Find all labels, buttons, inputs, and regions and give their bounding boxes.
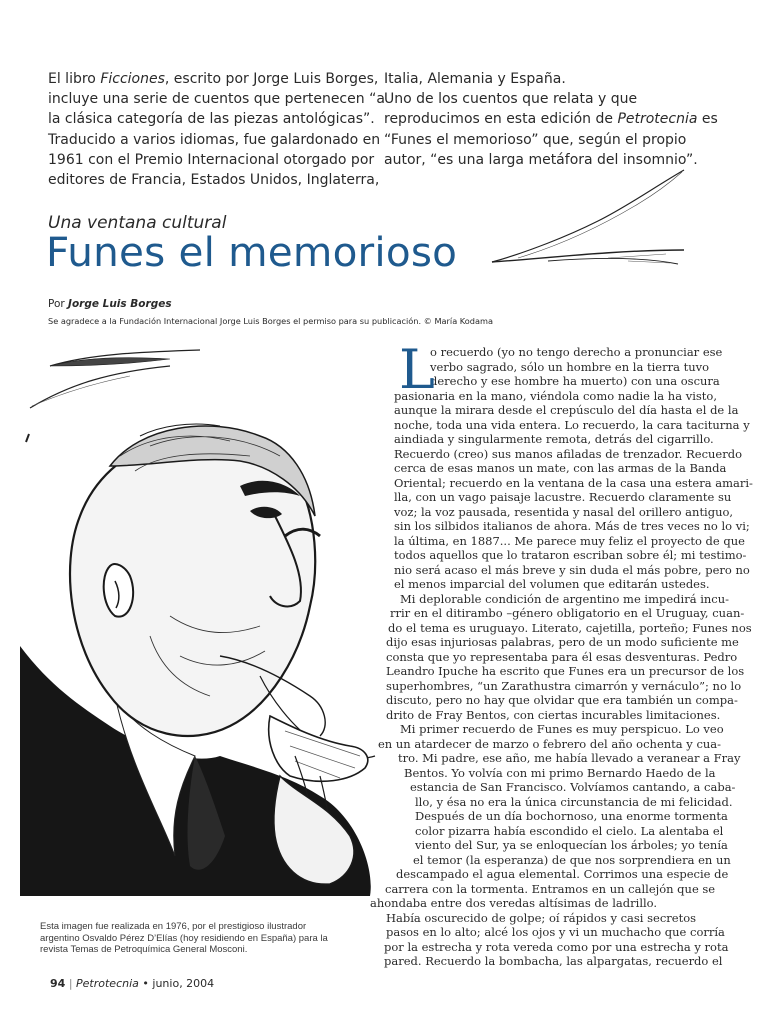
intro-line: [48, 89, 385, 109]
intro-text: la clásica categoría de las piezas antológicas”.: [48, 111, 375, 128]
body-line: Oriental; recuerdo en la ventana de la casa una estera amari-: [394, 475, 753, 490]
body-line: por la estrecha y rota vereda como por una estrecha y rota: [384, 939, 729, 954]
body-line: viento del Sur, ya se enloquecían los árboles; yo tenía: [415, 838, 728, 852]
body-line: lla, con un vago paisaje lacustre. Recuerdo claramente su: [394, 490, 732, 504]
intro-line: [48, 130, 385, 150]
page-number: 94: [50, 977, 66, 990]
body-line: Mi primer recuerdo de Funes es muy perspicuo. Lo veo: [400, 722, 724, 736]
article-title: Funes el memorioso: [46, 228, 458, 276]
image-caption: [40, 921, 328, 956]
intro-text: incluye una serie de cuentos que pertenecen “a: [48, 91, 385, 108]
body-line: la última, en 1887... Me parece muy feliz el proyecto de que: [394, 533, 745, 548]
body-line: derecho y ese hombre ha muerto) con una oscura: [430, 374, 720, 388]
body-line: sin los silbidos italianos de ahora. Más de tres veces no lo vi;: [394, 519, 750, 533]
body-line: noche, toda una vida entera. Lo recuerdo, la cara taciturna y: [394, 417, 750, 432]
body-line: superhombres, “un Zarathustra cimarrón y vernáculo”; no lo: [386, 678, 742, 693]
magazine-name: Petrotecnia: [76, 977, 139, 990]
body-line: descampado el agua elemental. Corrimos una especie de: [396, 867, 729, 881]
body-line: carrera con la tormenta. Entramos en un callejón que se: [385, 881, 716, 896]
intro-text: editores de Francia, Estados Unidos, Inglaterra,: [48, 172, 380, 189]
intro-line: [48, 150, 385, 170]
body-line: Mi deplorable condición de argentino me impedirá incu-: [400, 591, 730, 606]
footer-separator: |: [68, 977, 73, 990]
intro-right-column: [384, 69, 718, 170]
intro-italic-title: Petrotecnia: [617, 111, 698, 128]
intro-text: , escrito por Jorge Luis Borges,: [164, 71, 379, 87]
byline: [48, 298, 172, 310]
body-line: verbo sagrado, sólo un hombre en la tierra tuvo: [430, 359, 710, 374]
borges-caricature-illustration: [20, 396, 380, 896]
intro-text: reproducimos en esta edición de: [384, 111, 618, 128]
body-line: Leandro Ipuche ha escrito que Funes era un precursor de los: [386, 664, 745, 678]
intro-text: “Funes el memorioso” que, según el propio: [384, 131, 687, 148]
issue-date: junio, 2004: [152, 977, 215, 990]
intro-line: [48, 69, 385, 89]
body-line: dijo esas injuriosas palabras, pero de un modo suficiente me: [386, 635, 739, 649]
body-line: consta que yo representaba para él esas desventuras. Pedro: [386, 649, 738, 664]
body-line: drito de Fray Bentos, con ciertas incurables limitaciones.: [386, 707, 721, 722]
author-name: Jorge Luis Borges: [68, 298, 172, 310]
footer-bullet: •: [142, 977, 149, 990]
body-line: cerca de esas manos un mate, con las armas de la Banda: [394, 461, 727, 475]
body-line: llo, y ésa no era la única circunstancia de mi felicidad.: [415, 794, 733, 809]
body-line: el menos imparcial del volumen que editarán ustedes.: [394, 577, 710, 591]
intro-text: El libro: [48, 71, 101, 87]
caption-line: revista Temas de Petroquímica General Mosconi.: [40, 944, 248, 955]
body-line: Bentos. Yo volvía con mi primo Bernardo Haedo de la: [404, 765, 716, 780]
intro-text: autor, “es una larga metáfora del insomnio”.: [384, 151, 698, 168]
page-footer: [50, 977, 214, 990]
intro-line: [48, 109, 385, 129]
body-line: pasionaria en la mano, viéndola como nadie la ha visto,: [394, 388, 717, 403]
body-line: en un atardecer de marzo o febrero del año ochenta y cua-: [378, 736, 722, 751]
intro-text: es: [697, 111, 718, 128]
permission-credit: Se agradece a la Fundación Internacional Jorge Luis Borges el permiso para su publicación. © María Kodama: [48, 316, 493, 326]
body-line: aindiada y singularmente remota, detrás del cigarrillo.: [394, 432, 714, 446]
body-line: todos aquellos que lo trataron escriban sobre él; mi testimo-: [394, 548, 747, 562]
byline-prefix: Por: [48, 298, 69, 310]
intro-italic-title: Ficciones: [100, 71, 165, 87]
intro-text: Uno de los cuentos que relata y que: [384, 91, 638, 108]
intro-left-column: [48, 69, 385, 190]
article-body: [355, 338, 753, 969]
body-line: estancia de San Francisco. Volvíamos cantando, a caba-: [410, 780, 736, 794]
caption-line: argentino Osvaldo Pérez D’Elías (hoy residiendo en España) para la: [40, 932, 328, 944]
drop-cap: L: [399, 338, 435, 401]
intro-text: Traducido a varios idiomas, fue galardonado en: [48, 131, 381, 148]
feather-illustration-icon: [488, 166, 688, 276]
body-line: pasos en lo alto; alcé los ojos y vi un muchacho que corría: [386, 925, 725, 939]
section-kicker: Una ventana cultural: [48, 213, 227, 233]
caption-line: Esta imagen fue realizada en 1976, por el prestigioso ilustrador: [40, 921, 307, 932]
body-line: tro. Mi padre, ese año, me había llevado a veranear a Fray: [398, 751, 741, 765]
body-line: el temor (la esperanza) de que nos sorprendiera en un: [413, 852, 731, 867]
body-line: Recuerdo (creo) sus manos afiladas de trenzador. Recuerdo: [394, 446, 742, 461]
intro-line: [384, 130, 718, 150]
body-line: pared. Recuerdo la bombacha, las alpargatas, recuerdo el: [384, 954, 723, 968]
intro-line: [48, 170, 385, 190]
intro-line: [384, 69, 718, 89]
body-line: Había oscurecido de golpe; oí rápidos y casi secretos: [386, 910, 697, 925]
body-line: voz; la voz pausada, resentida y nasal del orillero antiguo,: [394, 504, 734, 519]
intro-line: [384, 89, 718, 109]
intro-line: [384, 109, 718, 129]
body-line: nio será acaso el más breve y sin duda el más pobre, pero no: [394, 562, 750, 577]
body-line: aunque la mirara desde el crepúsculo del día hasta el de la: [394, 403, 739, 417]
body-line: discuto, pero no hay que olvidar que era también un compa-: [386, 693, 738, 707]
body-line: ahondaba entre dos veredas altísimas de ladrillo.: [370, 896, 658, 910]
intro-text: 1961 con el Premio Internacional otorgado por: [48, 151, 375, 168]
body-line: do el tema es uruguayo. Literato, cajetilla, porteño; Funes nos: [388, 620, 752, 635]
intro-text: Italia, Alemania y España.: [384, 71, 566, 87]
body-line: o recuerdo (yo no tengo derecho a pronunciar ese: [430, 345, 723, 359]
body-line: Después de un día bochornoso, una enorme tormenta: [415, 809, 728, 823]
body-line: rrir en el ditirambo –género obligatorio en el Uruguay, cuan-: [390, 606, 745, 620]
body-line: color pizarra había escondido el cielo. La alentaba el: [415, 823, 724, 838]
